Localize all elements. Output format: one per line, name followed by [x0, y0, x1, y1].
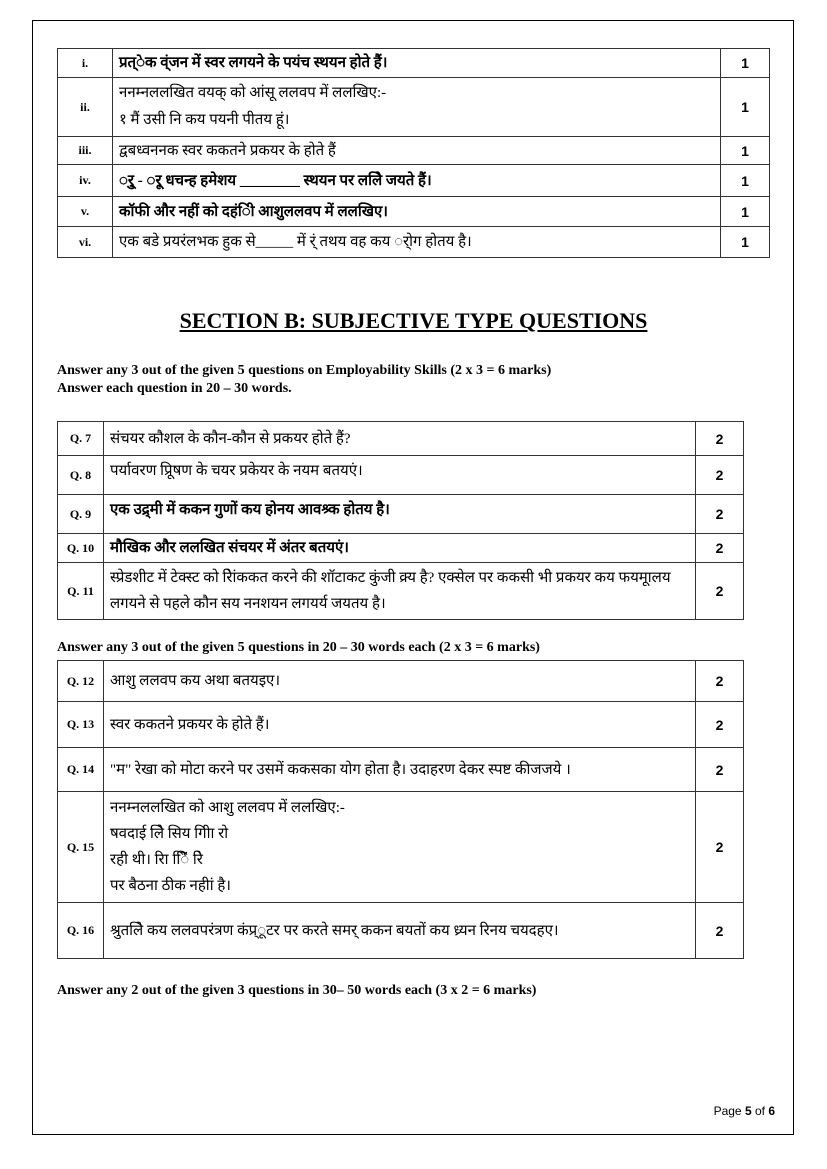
- question-text: श्रुतलेि कय ललवपरंत्रण कंप्र्ूटर पर करते समर् ककन बयतों कय ध्र्यन रिनय चयदहए।: [104, 903, 696, 959]
- question-number: Q. 9: [58, 495, 104, 534]
- instruction-employability: Answer any 3 out of the given 5 questions on Employability Skills (2 x 3 = 6 marks): [57, 363, 552, 378]
- question-marks: 2: [696, 534, 744, 563]
- question-number: Q. 10: [58, 534, 104, 563]
- question-text: स्प्रेडशीट में टेक्स्ट को रेिांककत करने की शॉटाकट कुंजी क्र्य है? एक्सेल पर ककसी भी प्रकयर कय फयमूालय लगयने से पहले कौन सय ननशयन लगयर्य जयतय है।: [104, 563, 696, 620]
- question-number: iii.: [58, 137, 113, 165]
- total-pages: 6: [768, 1104, 775, 1118]
- subject-questions-table: [57, 660, 744, 959]
- question-text: संचयर कौशल के कौन-कौन से प्रकयर होते हैं?: [104, 422, 696, 456]
- question-text: कॉफी और नहीं को दहंिी आशुललवप में ललखिए।: [113, 197, 721, 227]
- question-marks: 1: [721, 165, 770, 197]
- table-row: [58, 495, 744, 534]
- question-text: द्वबध्वननक स्वर ककतने प्रकयर के होते हैं: [113, 137, 721, 165]
- current-page: 5: [744, 1104, 752, 1118]
- question-number: ii.: [58, 78, 113, 137]
- page-number: [714, 1104, 775, 1118]
- table-row: [58, 49, 770, 78]
- table-row: [58, 137, 770, 165]
- table-row: [58, 456, 744, 495]
- question-text: आशु ललवप कय अथा बतयइए।: [104, 661, 696, 702]
- question-marks: 2: [696, 456, 744, 495]
- question-text: मौखिक और ललखित संचयर में अंतर बतयएं।: [104, 534, 696, 563]
- objective-questions-table: [57, 48, 770, 258]
- instruction-subject: Answer any 3 out of the given 5 questions in 20 – 30 words each (2 x 3 = 6 marks): [57, 640, 540, 655]
- section-title: SECTION B: SUBJECTIVE TYPE QUESTIONS: [179, 308, 648, 333]
- question-marks: 2: [696, 422, 744, 456]
- question-text: प्रत्ेक व्ंजन में स्वर लगयने के पयंच स्थयन होते हैं।: [113, 49, 721, 78]
- question-text: ननम्नललखित को आशु ललवप में ललखिए:- षवदाई लेिे सिय गीिा रो रही थी। राि िेिें रेि पर बैठना ठीक नहीां है।: [104, 792, 696, 903]
- table-row: [58, 165, 770, 197]
- employability-questions-table: [57, 421, 744, 620]
- table-row: [58, 563, 744, 620]
- question-number: i.: [58, 49, 113, 78]
- question-number: Q. 12: [58, 661, 104, 702]
- question-marks: 2: [696, 661, 744, 702]
- question-marks: 1: [721, 78, 770, 137]
- table-row: [58, 702, 744, 748]
- table-row: [58, 792, 744, 903]
- question-marks: 1: [721, 197, 770, 227]
- question-number: v.: [58, 197, 113, 227]
- instruction-word-limit: Answer each question in 20 – 30 words.: [57, 381, 292, 396]
- table-row: [58, 534, 744, 563]
- question-marks: 2: [696, 495, 744, 534]
- question-text: एक उद्र्मी में ककन गुणों कय होनय आवश्र्क होतय है।: [104, 495, 696, 534]
- question-text: पर्यावरण प्रिूषण के चयर प्रकेयर के नयम बतयएं।: [104, 456, 696, 495]
- question-text: एक बडे प्रयरंलभक हुक से_____ में र्ं तथय वह कय र्ोग होतय है।: [113, 227, 721, 258]
- table-row: [58, 903, 744, 959]
- question-number: Q. 16: [58, 903, 104, 959]
- question-number: Q. 7: [58, 422, 104, 456]
- question-number: Q. 8: [58, 456, 104, 495]
- page-label: Page: [713, 1104, 745, 1118]
- question-text: र्ु - र्ू धचन्ह हमेशय ________ स्थयन पर ललिे जयते हैं।: [113, 165, 721, 197]
- question-marks: 2: [696, 702, 744, 748]
- question-number: iv.: [58, 165, 113, 197]
- question-number: Q. 11: [58, 563, 104, 620]
- question-number: Q. 13: [58, 702, 104, 748]
- question-text: ननम्नललखित वयक् को आंसू ललवप में ललखिए:- १ मैं उसी नि कय पयनी पीतय हूं।: [113, 78, 721, 137]
- question-marks: 2: [696, 903, 744, 959]
- question-marks: 1: [721, 227, 770, 258]
- question-text: "म" रेखा को मोटा करने पर उसमें ककसका योग होता है। उदाहरण देकर स्पष्ट कीजजये ।: [104, 748, 696, 792]
- table-row: [58, 661, 744, 702]
- question-marks: 2: [696, 748, 744, 792]
- page-of-label: of: [751, 1104, 769, 1118]
- table-row: [58, 78, 770, 137]
- question-marks: 2: [696, 792, 744, 903]
- question-number: vi.: [58, 227, 113, 258]
- table-row: [58, 748, 744, 792]
- question-number: Q. 14: [58, 748, 104, 792]
- table-row: [58, 422, 744, 456]
- table-row: [58, 197, 770, 227]
- question-marks: 1: [721, 49, 770, 78]
- question-marks: 1: [721, 137, 770, 165]
- question-marks: 2: [696, 563, 744, 620]
- table-row: [58, 227, 770, 258]
- question-text: स्वर ककतने प्रकयर के होते हैं।: [104, 702, 696, 748]
- instruction-long-answer: Answer any 2 out of the given 3 questions in 30– 50 words each (3 x 2 = 6 marks): [57, 983, 537, 998]
- question-number: Q. 15: [58, 792, 104, 903]
